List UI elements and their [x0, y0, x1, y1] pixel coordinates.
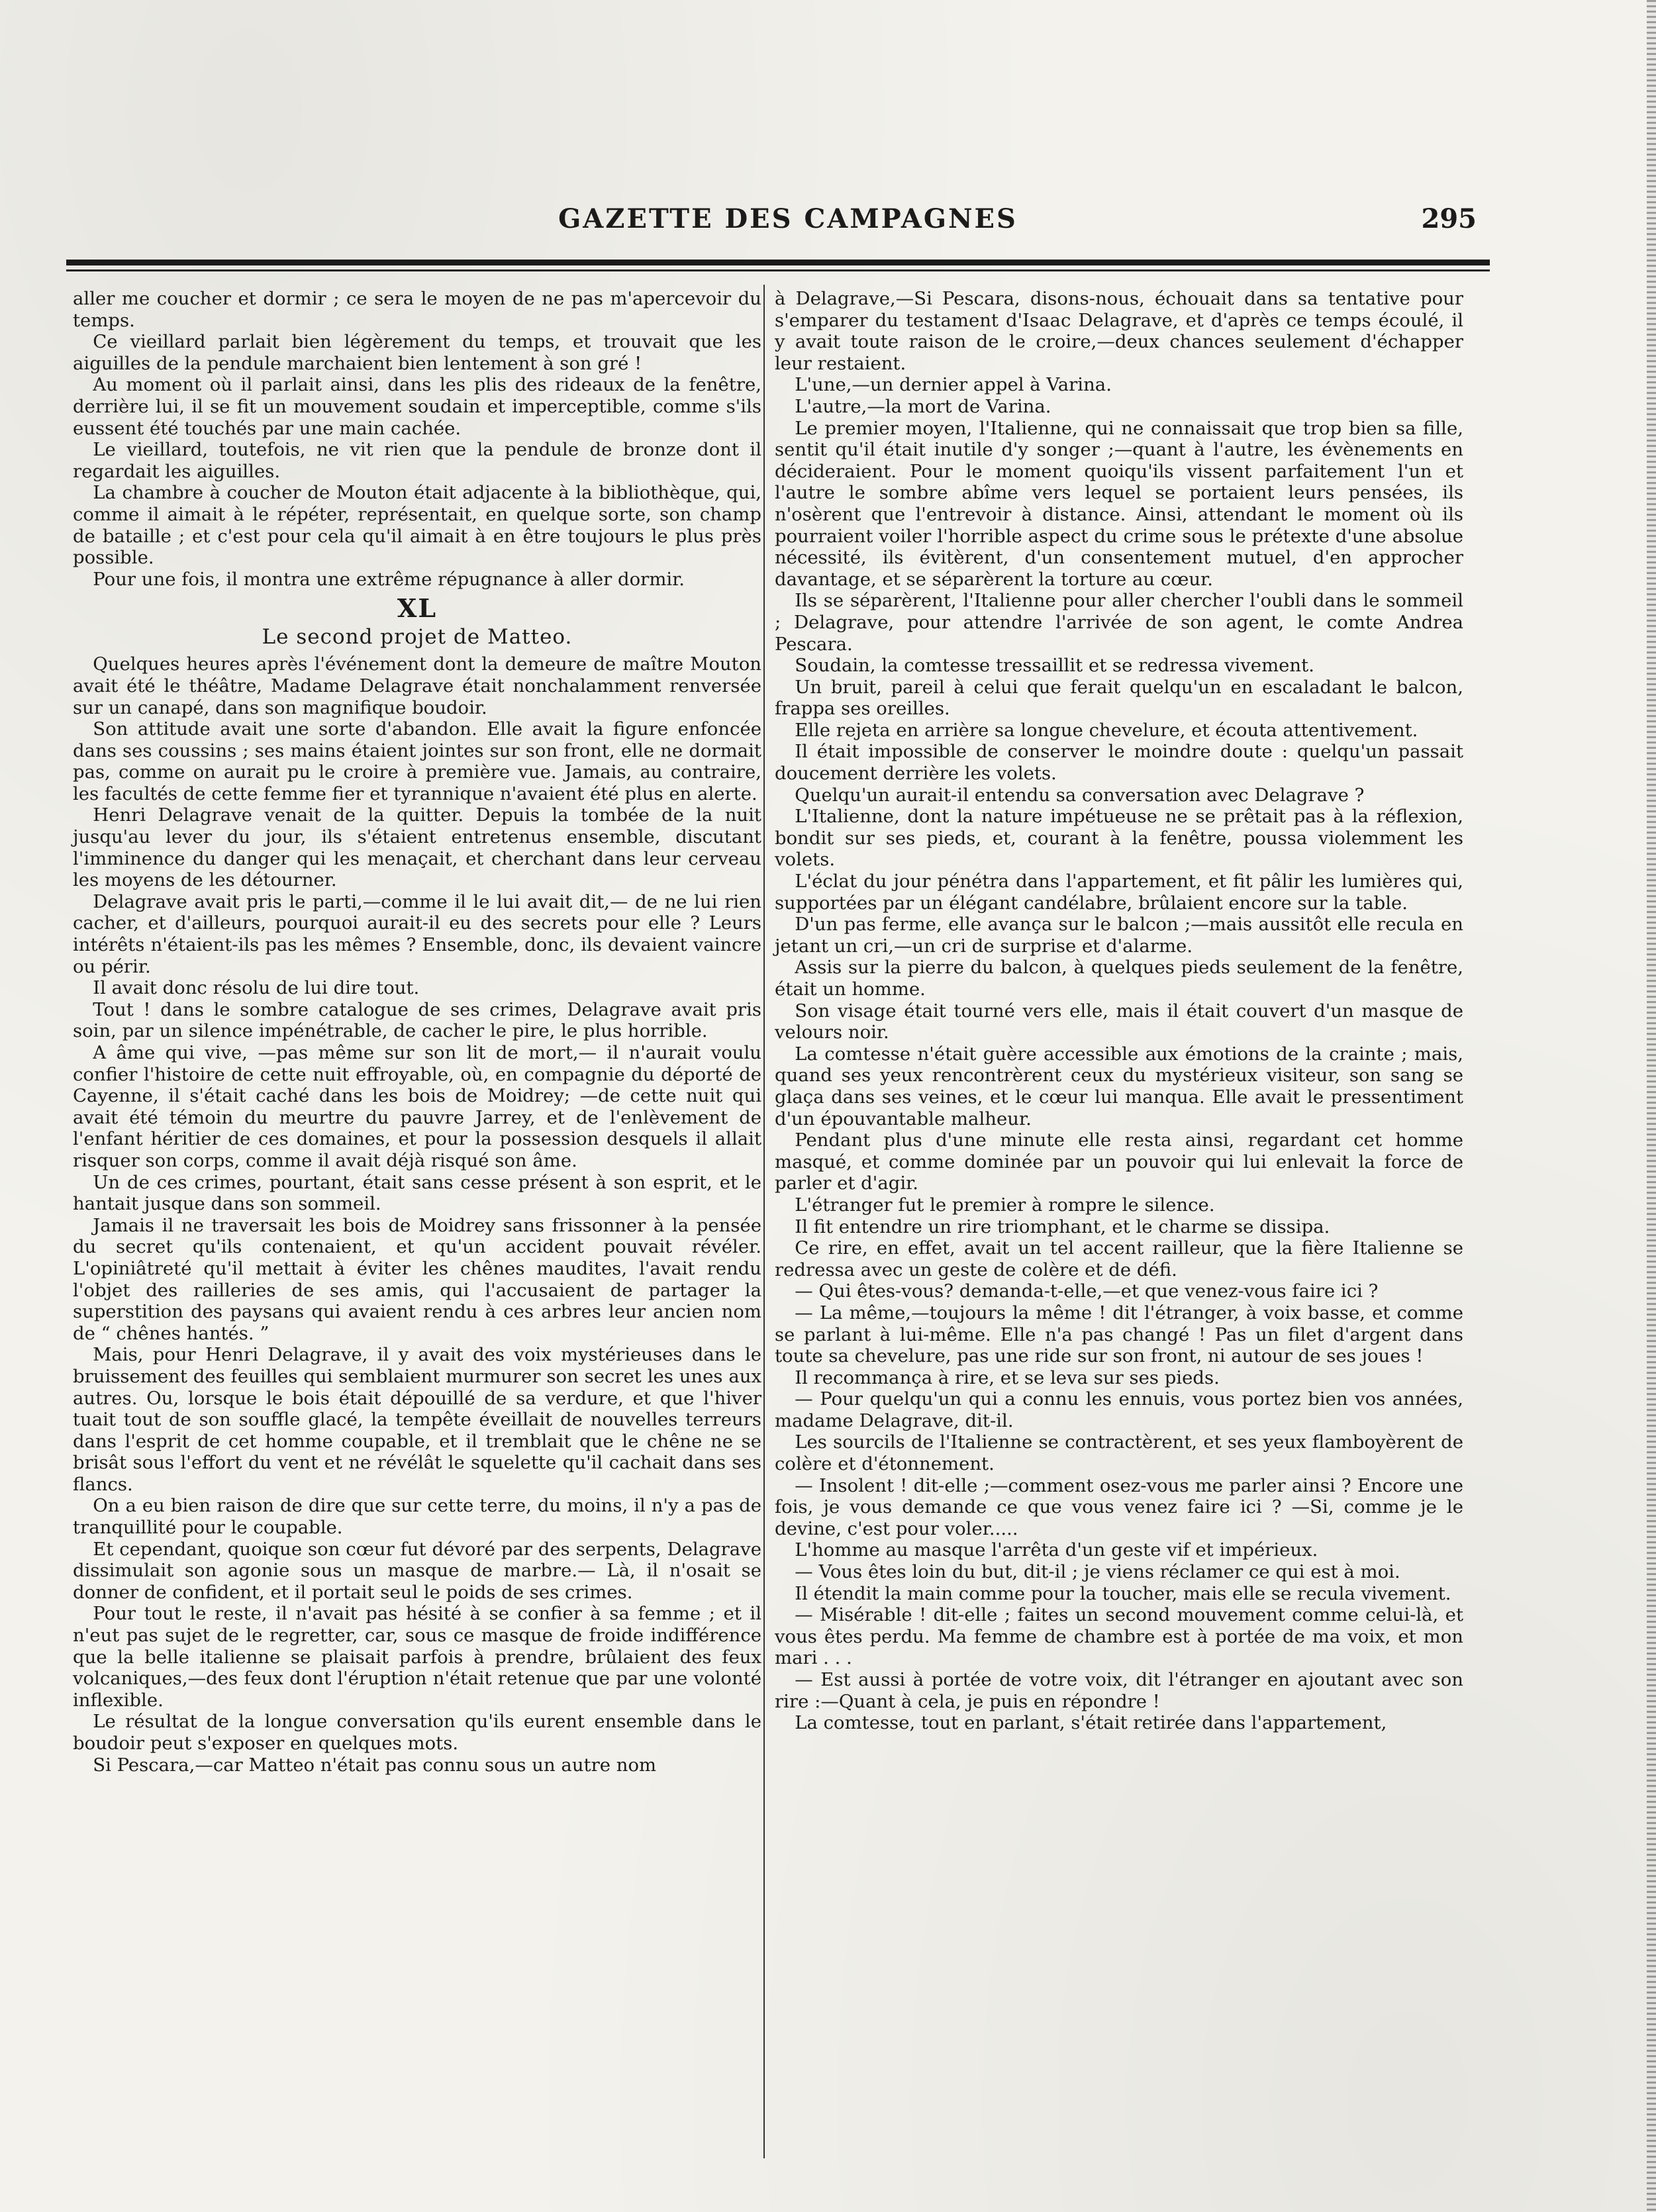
paragraph: Son attitude avait une sorte d'abandon. Elle avait la figure enfoncée dans ses coussins ; ses mains étaient jointes sur son front, elle ne dormait pas, comme on aurait pu le croire à première vue. Jamais, au contraire, les facultés de cette femme fier et tyrannique n'avaient été plus en alerte. [73, 718, 761, 804]
paragraph: Pour une fois, il montra une extrême répugnance à aller dormir. [93, 568, 685, 590]
paragraph: A âme qui vive, —pas même sur son lit de mort,— il n'aurait voulu confier l'histoire de cette nuit effroyable, où, en compagnie du déporté de Cayenne, il s'était caché dans les bois de Moidrey; —de cette nuit qui avait été témoin du meurtre du pauvre Jarrey, et de l'enlèvement de l'enfant héritier de ces domaines, et pour la possession desquels il allait risquer son corps, comme il avait déjà risqué son âme. [73, 1042, 761, 1171]
paragraph: — Est aussi à portée de votre voix, dit l'étranger en ajoutant avec son rire :—Quant à cela, je puis en répondre ! [775, 1669, 1463, 1712]
paragraph: Quelqu'un aurait-il entendu sa conversation avec Delagrave ? [795, 784, 1365, 806]
paragraph: Delagrave avait pris le parti,—comme il le lui avait dit,— de ne lui rien cacher, et d'ailleurs, pourquoi aurait-il eu des secrets pour elle ? Leurs intérêts n'étaient-ils pas les mêmes ? Ensemble, donc, ils devaient vaincre ou périr. [73, 890, 761, 977]
paragraph: Un bruit, pareil à celui que ferait quelqu'un en escaladant le balcon, frappa ses oreilles. [775, 676, 1463, 720]
paragraph: Le premier moyen, l'Italienne, qui ne connaissait que trop bien sa fille, sentit qu'il était inutile d'y songer ;—quant à l'autre, les évènements en décideraient. Pour le moment quoiqu'ils vissent parfaitement l'un et l'autre le sombre abîme vers lequel se portaient leurs pensées, ils n'osèrent que l'entrevoir à distance. Ainsi, attendant le moment où ils pourraient voiler l'horrible aspect du crime sous le prétexte d'une absolue nécessité, ils évitèrent, d'un consentement mutuel, d'en approcher davantage, et se séparèrent la torture au cœur. [775, 417, 1463, 590]
right-column [775, 288, 1463, 1734]
paragraph: Quelques heures après l'événement dont la demeure de maître Mouton avait été le théâtre, Madame Delagrave était nonchalamment renversée sur un canapé, dans son magnifique boudoir. [73, 653, 761, 718]
paragraph: Pour tout le reste, il n'avait pas hésité à se confier à sa femme ; et il n'eut pas sujet de le regretter, car, sous ce masque de froide indifférence que la belle italienne se plaisait parfois à prendre, brûlaient des feux volcaniques,—des feux dont l'éruption n'était retenue que par une volonté inflexible. [73, 1603, 761, 1711]
page-header [66, 202, 1490, 242]
paragraph: Il avait donc résolu de lui dire tout. [93, 977, 420, 999]
binding-edge [1647, 0, 1656, 2212]
paragraph: — Qui êtes-vous? demanda-t-elle,—et que venez-vous faire ici ? [795, 1280, 1379, 1302]
paragraph: Ce rire, en effet, avait un tel accent railleur, que la fière Italienne se redressa avec un geste de colère et de défi. [775, 1237, 1463, 1280]
paragraph: à Delagrave,—Si Pescara, disons-nous, échouait dans sa tentative pour s'emparer du testament d'Isaac Delagrave, et d'après ce temps écoulé, il y avait toute raison de le croire,—deux chances seulement d'échapper leur restaient. [775, 288, 1463, 374]
running-title: GAZETTE DES CAMPAGNES [558, 203, 1018, 234]
paragraph: Il était impossible de conserver le moindre doute : quelqu'un passait doucement derrière les volets. [775, 741, 1463, 785]
chapter-number: XL [397, 593, 438, 624]
paragraph: D'un pas ferme, elle avança sur le balcon ;—mais aussitôt elle recula en jetant un cri,—un cri de surprise et d'alarme. [775, 914, 1463, 957]
paragraph: L'Italienne, dont la nature impétueuse ne se prêtait pas à la réflexion, bondit sur ses pieds, et, courant à la fenêtre, poussa violemment les volets. [775, 806, 1463, 871]
paragraph: Il fit entendre un rire triomphant, et le charme se dissipa. [795, 1216, 1330, 1237]
paragraph: Ils se séparèrent, l'Italienne pour aller chercher l'oubli dans le sommeil ; Delagrave, pour attendre l'arrivée de son agent, le comte Andrea Pescara. [775, 590, 1463, 655]
paragraph: L'autre,—la mort de Varina. [795, 395, 1051, 417]
header-rule-thin [66, 269, 1490, 271]
paragraph: L'éclat du jour pénétra dans l'appartement, et fit pâlir les lumières qui, supportées par un élégant candélabre, brûlaient encore sur la table. [775, 871, 1463, 914]
paragraph: — Vous êtes loin du but, dit-il ; je viens réclamer ce qui est à moi. [795, 1561, 1400, 1583]
chapter-title: Le second projet de Matteo. [262, 625, 573, 649]
paragraph: — Insolent ! dit-elle ;—comment osez-vous me parler ainsi ? Encore une fois, je vous demande ce que vous venez faire ici ? —Si, comme je le devine, c'est pour voler..... [775, 1474, 1463, 1539]
paragraph: Son visage était tourné vers elle, mais il était couvert d'un masque de velours noir. [775, 1000, 1463, 1043]
paragraph: Pendant plus d'une minute elle resta ainsi, regardant cet homme masqué, et comme dominée par un pouvoir qui lui enlevait la force de parler et d'agir. [775, 1130, 1463, 1194]
paragraph: La chambre à coucher de Mouton était adjacente à la bibliothèque, qui, comme il aimait à le répéter, représentait, en quelque sorte, son champ de bataille ; et c'est pour cela qu'il aimait à en être toujours le plus près possible. [73, 482, 761, 569]
column-divider [763, 285, 765, 2158]
paragraph: Tout ! dans le sombre catalogue de ses crimes, Delagrave avait pris soin, par un silence impénétrable, de cacher le pire, le plus horrible. [73, 998, 761, 1042]
paragraph: Henri Delagrave venait de la quitter. Depuis la tombée de la nuit jusqu'au lever du jour, ils s'étaient entretenus ensemble, discutant l'imminence du danger qui les menaçait, et cherchant dans leur cerveau les moyens de les détourner. [73, 804, 761, 891]
page-number: 295 [1421, 203, 1477, 234]
paragraph: L'étranger fut le premier à rompre le silence. [795, 1194, 1215, 1216]
paragraph: Un de ces crimes, pourtant, était sans cesse présent à son esprit, et le hantait jusque dans son sommeil. [73, 1171, 761, 1215]
left-column [73, 288, 761, 1776]
paragraph: L'homme au masque l'arrêta d'un geste vif et impérieux. [795, 1539, 1318, 1561]
paragraph: Au moment où il parlait ainsi, dans les plis des rideaux de la fenêtre, derrière lui, il se fit un mouvement soudain et imperceptible, comme s'ils eussent été touchés par une main cachée. [73, 374, 761, 439]
paragraph: — Misérable ! dit-elle ; faites un second mouvement comme celui-là, et vous êtes perdu. Ma femme de chambre est à portée de ma voix, et mon mari . . . [775, 1604, 1463, 1669]
paragraph: Mais, pour Henri Delagrave, il y avait des voix mystérieuses dans le bruissement des feuilles qui semblaient murmurer son secret les unes aux autres. Ou, lorsque le bois était dépouillé de sa verdure, et que l'hiver tuait tout de son souffle glacé, la tempête éveillait de nouvelles terreurs dans l'esprit de cet homme coupable, et il tremblait que le chêne ne se brisât sous l'effort du vent et ne révélât le squelette qu'il cachait dans ses flancs. [73, 1344, 761, 1495]
paragraph: Le vieillard, toutefois, ne vit rien que la pendule de bronze dont il regardait les aiguilles. [73, 439, 761, 482]
paragraph: Ce vieillard parlait bien légèrement du temps, et trouvait que les aiguilles de la pendule marchaient bien lentement à son gré ! [73, 331, 761, 374]
paragraph: L'une,—un dernier appel à Varina. [795, 374, 1112, 396]
paragraph: Soudain, la comtesse tressaillit et se redressa vivement. [795, 655, 1314, 677]
paragraph: Le résultat de la longue conversation qu'ils eurent ensemble dans le boudoir peut s'exposer en quelques mots. [73, 1711, 761, 1754]
paragraph: La comtesse n'était guère accessible aux émotions de la crainte ; mais, quand ses yeux rencontrèrent ceux du mystérieux visiteur, son sang se glaça dans ses veines, et le cœur lui manqua. Elle avait le pressentiment d'un épouvantable malheur. [775, 1043, 1463, 1130]
paragraph: — Pour quelqu'un qui a connu les ennuis, vous portez bien vos années, madame Delagrave, dit-il. [775, 1388, 1463, 1431]
paragraph: Jamais il ne traversait les bois de Moidrey sans frissonner à la pensée du secret qu'ils contenaient, et qu'un accident pouvait révéler. L'opiniâtreté qu'il mettait à éviter les chênes maudites, l'avait rendu l'objet des railleries de ses amis, qui l'accusaient de partager la superstition des paysans qui avaient rendu à ces arbres leur ancien nom de “ chênes hantés. ” [73, 1214, 761, 1344]
paragraph: Assis sur la pierre du balcon, à quelques pieds seulement de la fenêtre, était un homme. [775, 957, 1463, 1000]
paragraph: Et cependant, quoique son cœur fut dévoré par des serpents, Delagrave dissimulait son agonie sous un masque de marbre.— Là, il n'osait se donner de confident, et il portait seul le poids de ses crimes. [73, 1538, 761, 1603]
paragraph: La comtesse, tout en parlant, s'était retirée dans l'appartement, [795, 1712, 1387, 1734]
paragraph: aller me coucher et dormir ; ce sera le moyen de ne pas m'apercevoir du temps. [73, 288, 761, 331]
paragraph: On a eu bien raison de dire que sur cette terre, du moins, il n'y a pas de tranquillité pour le coupable. [73, 1495, 761, 1539]
paragraph: Il recommança à rire, et se leva sur ses pieds. [795, 1367, 1220, 1388]
paragraph: Il étendit la main comme pour la toucher, mais elle se recula vivement. [795, 1582, 1451, 1604]
paragraph: — La même,—toujours la même ! dit l'étranger, à voix basse, et comme se parlant à lui-même. Elle n'a pas changé ! Pas un filet d'argent dans toute sa chevelure, pas une ride sur son front, ni autour de ses joues ! [775, 1302, 1463, 1367]
paragraph: Les sourcils de l'Italienne se contractèrent, et ses yeux flamboyèrent de colère et d'étonnement. [775, 1431, 1463, 1475]
paragraph: Elle rejeta en arrière sa longue chevelure, et écouta attentivement. [795, 719, 1418, 741]
header-rule-thick [66, 260, 1490, 265]
paragraph: Si Pescara,—car Matteo n'était pas connu sous un autre nom [93, 1754, 657, 1776]
